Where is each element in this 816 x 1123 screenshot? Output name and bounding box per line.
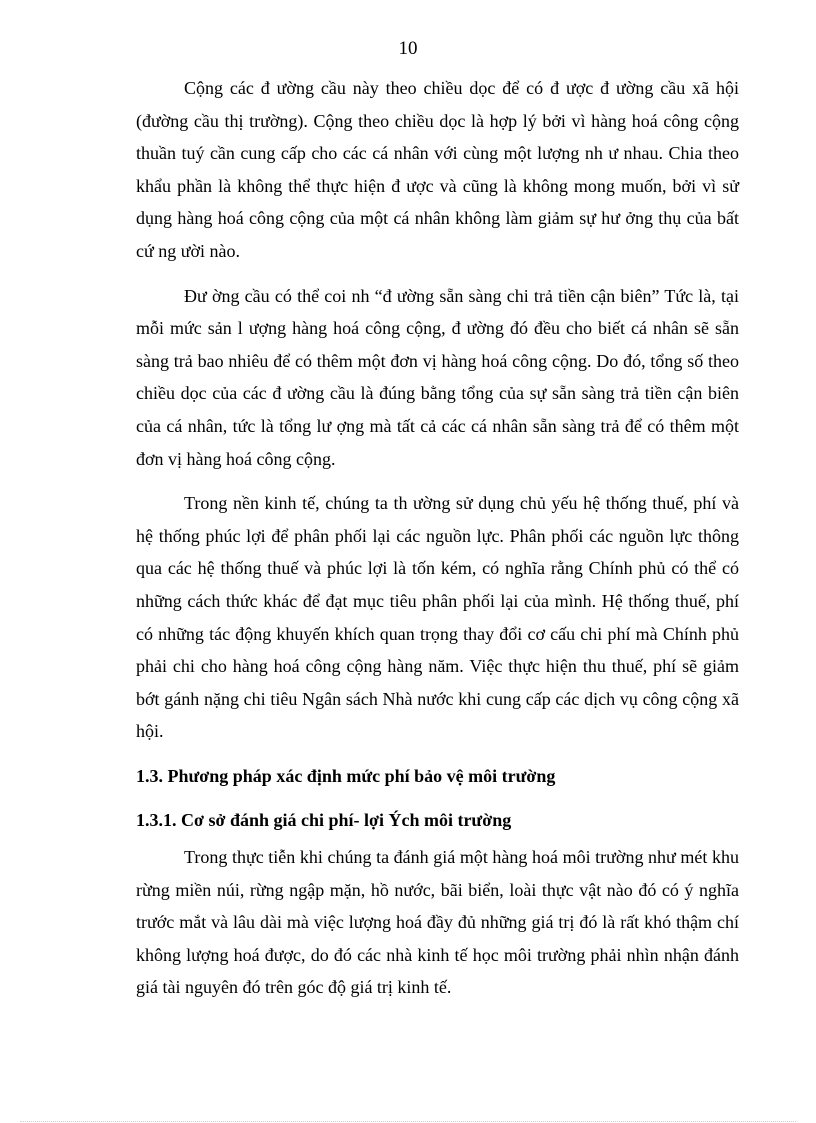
- page-bottom-divider: [20, 1121, 796, 1122]
- body-paragraph: Cộng các đ ường cầu này theo chiều dọc để có đ ược đ ường cầu xã hội (đường cầu thị trường). Cộng theo chiều dọc là hợp lý bởi vì hàng hoá công cộng thuần tuý cần cung cấp cho các cá nhân với cùng một lượng nh ư nhau. Chia theo khẩu phần là không thể thực hiện đ ược và cũng là không mong muốn, bởi vì sử dụng hàng hoá công cộng của một cá nhân không làm giảm sự hư ởng thụ của bất cứ ng ười nào.: [136, 78, 739, 261]
- body-paragraph: Trong nền kinh tế, chúng ta th ường sử dụng chủ yếu hệ thống thuế, phí và hệ thống phúc lợi để phân phối lại các nguồn lực. Phân phối các nguồn lực thông qua các hệ thống thuế và phúc lợi là tốn kém, có nghĩa rằng Chính phủ có thể có những cách thức khác để đạt mục tiêu phân phối lại của mình. Hệ thống thuế, phí có những tác động khuyến khích quan trọng thay đổi cơ cấu chi phí mà Chính phủ phải chi cho hàng hoá công cộng hàng năm. Việc thực hiện thu thuế, phí sẽ giảm bớt gánh nặng chi tiêu Ngân sách Nhà nước khi cung cấp các dịch vụ công cộng xã hội.: [136, 493, 739, 742]
- page-number: 10: [398, 38, 418, 59]
- subsection-heading: 1.3.1. Cơ sở đánh giá chi phí- lợi Ých môi trường: [136, 810, 512, 831]
- section-heading: 1.3. Phương pháp xác định mức phí bảo vệ môi trường: [136, 765, 556, 786]
- body-paragraph: Đư ờng cầu có thể coi nh “đ ường sẵn sàng chi trả tiền cận biên” Tức là, tại mỗi mức sản l ượng hàng hoá công cộng, đ ường đó đều cho biết cá nhân sẽ sẵn sàng trả bao nhiêu để có thêm một đơn vị hàng hoá công cộng. Do đó, tổng số theo chiều dọc của các đ ường cầu là đúng bằng tổng của sự sẵn sàng trả tiền cận biên của cá nhân, tức là tổng lư ợng mà tất cả các cá nhân sẵn sàng trả để có thêm một đơn vị hàng hoá công cộng.: [136, 285, 739, 469]
- page-body: [136, 72, 739, 1016]
- body-paragraph: Trong thực tiễn khi chúng ta đánh giá một hàng hoá môi trường như mét khu rừng miền núi, rừng ngập mặn, hồ nước, bãi biển, loài thực vật nào đó có ý nghĩa trước mắt và lâu dài mà việc lượng hoá đầy đủ những giá trị đó là rất khó thậm chí không lượng hoá được, do đó các nhà kinh tế học môi trường phải nhìn nhận đánh giá tài nguyên đó trên góc độ giá trị kinh tế.: [136, 847, 739, 998]
